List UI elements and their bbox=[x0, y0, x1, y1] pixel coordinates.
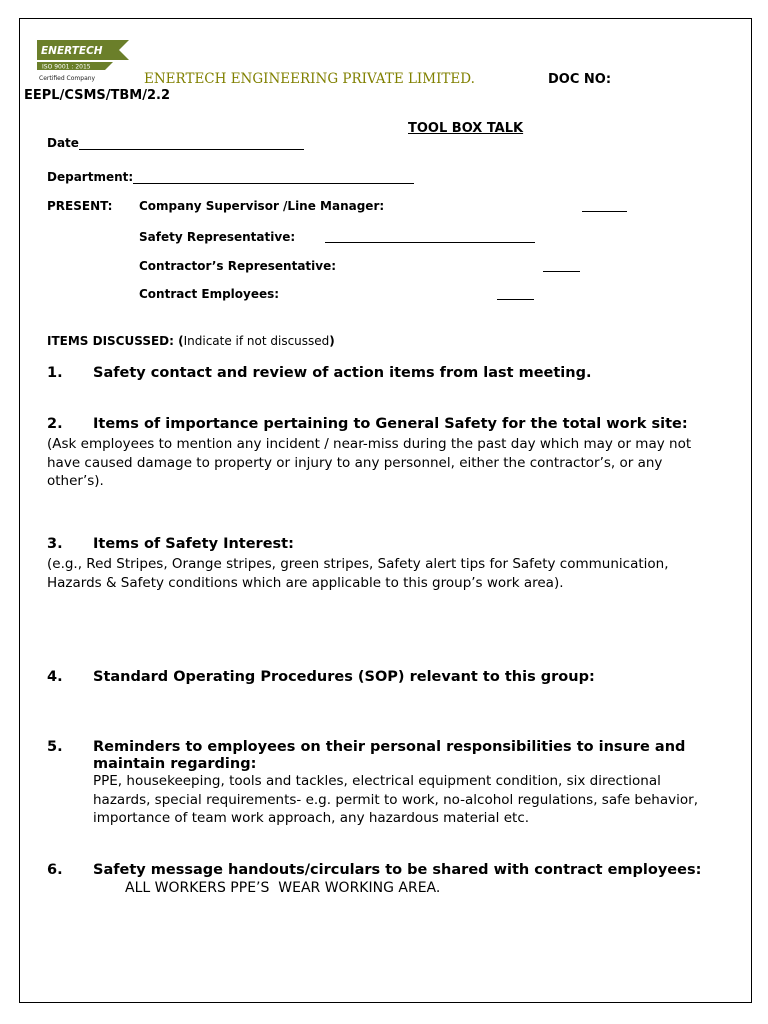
safety-rep-field[interactable] bbox=[325, 229, 535, 243]
item-number: 6. bbox=[47, 862, 63, 878]
contract-employees-label: Contract Employees: bbox=[139, 287, 280, 301]
enertech-logo bbox=[33, 36, 131, 84]
supervisor-field[interactable] bbox=[582, 198, 627, 212]
page-title: TOOL BOX TALK bbox=[408, 121, 524, 136]
department-field[interactable] bbox=[133, 170, 414, 184]
date-row bbox=[47, 136, 304, 150]
item-body: PPE, housekeeping, tools and tackles, electrical equipment condition, six directional hazards, special requirements- e.g. permit to work, no-alcohol regulations, safe behavior, importance of team work approach, any hazardous material etc. bbox=[93, 773, 698, 827]
safety-rep-label: Safety Representative: bbox=[139, 230, 296, 244]
doc-no-value: EEPL/CSMS/TBM/2.2 bbox=[24, 88, 171, 103]
item-number: 2. bbox=[47, 416, 63, 432]
item-heading: Safety message handouts/circulars to be shared with contract employees: bbox=[93, 862, 702, 878]
item-number: 5. bbox=[47, 739, 63, 755]
company-name: ENERTECH ENGINEERING PRIVATE LIMITED. bbox=[144, 71, 475, 87]
item-number: 1. bbox=[47, 365, 63, 381]
items-discussed-close: ) bbox=[329, 334, 335, 348]
page-border bbox=[19, 18, 752, 1003]
supervisor-label: Company Supervisor /Line Manager: bbox=[139, 199, 385, 213]
items-discussed-heading bbox=[47, 334, 335, 348]
contract-employees-field[interactable] bbox=[497, 286, 534, 300]
item-heading: Items of Safety Interest: bbox=[93, 536, 294, 552]
date-label: Date bbox=[47, 136, 79, 150]
items-discussed-note: Indicate if not discussed bbox=[183, 334, 330, 348]
department-label: Department: bbox=[47, 170, 134, 184]
svg-text:ISO 9001 : 2015: ISO 9001 : 2015 bbox=[42, 63, 91, 71]
date-field[interactable] bbox=[79, 136, 304, 150]
item-heading: Safety contact and review of action items from last meeting. bbox=[93, 365, 592, 381]
items-discussed-label: ITEMS DISCUSSED: ( bbox=[47, 334, 184, 348]
contractor-rep-field[interactable] bbox=[543, 258, 580, 272]
item-heading: Reminders to employees on their personal responsibilities to insure and maintain regarding: bbox=[93, 739, 686, 772]
svg-text:Certified Company: Certified Company bbox=[39, 75, 96, 82]
item-body: (Ask employees to mention any incident / near-miss during the past day which may or may not have caused damage to property or injury to any personnel, either the contractor’s, or any other’s). bbox=[47, 436, 692, 490]
contractor-rep-label: Contractor’s Representative: bbox=[139, 259, 337, 273]
item-number: 4. bbox=[47, 669, 63, 685]
item-body: ALL WORKERS PPE’S WEAR WORKING AREA. bbox=[125, 880, 441, 896]
item-number: 3. bbox=[47, 536, 63, 552]
svg-text:ENERTECH: ENERTECH bbox=[41, 45, 103, 57]
item-body: (e.g., Red Stripes, Orange stripes, green stripes, Safety alert tips for Safety communication, Hazards & Safety conditions which are applicable to this group’s work area). bbox=[47, 556, 669, 591]
department-row bbox=[47, 170, 414, 184]
doc-no-label: DOC NO: bbox=[548, 72, 612, 87]
item-heading: Standard Operating Procedures (SOP) relevant to this group: bbox=[93, 669, 595, 685]
present-label: PRESENT: bbox=[47, 199, 113, 213]
item-heading: Items of importance pertaining to General Safety for the total work site: bbox=[93, 416, 688, 432]
